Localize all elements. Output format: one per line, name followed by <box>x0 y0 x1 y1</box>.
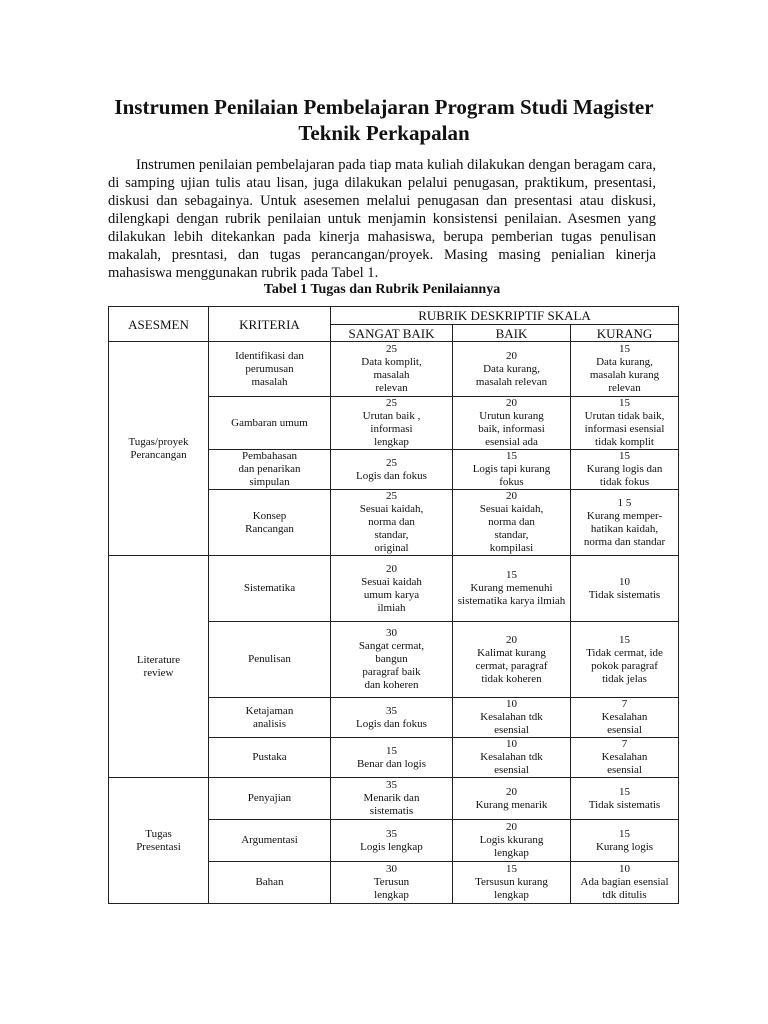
asesmen-cell: Tugas/proyek Perancangan <box>109 342 209 556</box>
kriteria-cell: Pembahasan dan penarikan simpulan <box>209 450 331 490</box>
sangat-baik-description: Logis dan fokus <box>356 469 427 482</box>
table-row <box>109 342 679 397</box>
sangat-baik-description: Benar dan logis <box>356 757 427 770</box>
kurang-description: Tidak sistematis <box>588 588 661 601</box>
kurang-cell <box>571 820 679 862</box>
sangat-baik-score: 25 <box>386 456 397 469</box>
asesmen-cell: Tugas Presentasi <box>109 778 209 904</box>
sangat-baik-description: Logis dan fokus <box>356 717 427 730</box>
kurang-cell <box>571 490 679 556</box>
baik-score: 20 <box>506 785 517 798</box>
kurang-cell <box>571 738 679 778</box>
table-caption: Tabel 1 Tugas dan Rubrik Penilaiannya <box>263 282 501 297</box>
sangat-baik-description: Sesuai kaidah, norma dan standar, original <box>359 503 424 554</box>
sangat-baik-cell <box>331 778 453 820</box>
table-row <box>109 778 679 820</box>
baik-cell <box>453 342 571 397</box>
baik-score: 20 <box>506 349 517 362</box>
kriteria-cell: Identifikasi dan perumusan masalah <box>209 342 331 397</box>
rubric-table <box>108 306 679 904</box>
baik-score: 10 <box>506 698 517 710</box>
baik-score: 10 <box>506 738 517 750</box>
sangat-baik-cell <box>331 397 453 450</box>
header-kurang: KURANG <box>571 325 679 342</box>
sangat-baik-description: Data komplit, masalah relevan <box>361 356 422 394</box>
baik-cell <box>453 778 571 820</box>
baik-score: 20 <box>506 633 517 646</box>
sangat-baik-score: 35 <box>386 827 397 840</box>
kurang-cell <box>571 450 679 490</box>
kurang-description: Kesalahan esensial <box>601 751 648 776</box>
baik-score: 15 <box>506 569 517 581</box>
kriteria-cell: Penulisan <box>209 622 331 698</box>
header-rubrik: RUBRIK DESKRIPTIF SKALA <box>331 307 679 325</box>
sangat-baik-cell <box>331 556 453 622</box>
document-title: Instrumen Penilaian Pembelajaran Program Studi Magister Teknik Perkapalan <box>114 95 654 145</box>
sangat-baik-score: 35 <box>386 704 397 717</box>
kurang-description: Kesalahan esensial <box>601 711 648 736</box>
kurang-score: 15 <box>619 785 631 798</box>
sangat-baik-description: Terusun lengkap <box>373 876 410 901</box>
kriteria-cell: Argumentasi <box>209 820 331 862</box>
kriteria-cell: Ketajaman analisis <box>209 698 331 738</box>
header-baik: BAIK <box>453 325 571 342</box>
kurang-description: Tidak cermat, ide pokok paragraf tidak jelas <box>586 646 663 685</box>
kurang-score: 15 <box>619 633 631 646</box>
sangat-baik-cell <box>331 862 453 904</box>
baik-description: Data kurang, masalah relevan <box>475 362 548 388</box>
kurang-score: 15 <box>619 827 631 840</box>
baik-description: Kesalahan tdk esensial <box>480 711 543 736</box>
kurang-score: 15 <box>619 397 631 409</box>
baik-description: Urutun kurang baik, informasi esensial ada <box>478 410 545 448</box>
kriteria-cell: Pustaka <box>209 738 331 778</box>
kurang-score: 10 <box>619 575 631 588</box>
kriteria-cell: Sistematika <box>209 556 331 622</box>
sangat-baik-cell <box>331 490 453 556</box>
kurang-description: Kurang logis dan tidak fokus <box>586 463 663 488</box>
kurang-description: Ada bagian esensial tdk ditulis <box>580 876 669 901</box>
kurang-description: Kurang logis <box>595 840 654 853</box>
sangat-baik-description: Sesuai kaidah umum karya ilmiah <box>361 575 422 614</box>
baik-cell <box>453 698 571 738</box>
kurang-cell <box>571 397 679 450</box>
baik-description: Sesuai kaidah, norma dan standar, kompilasi <box>479 503 544 554</box>
sangat-baik-cell <box>331 622 453 698</box>
kurang-score: 15 <box>619 343 631 355</box>
baik-score: 15 <box>506 450 517 462</box>
baik-description: Kurang memenuhi sistematika karya ilmiah <box>457 582 566 607</box>
sangat-baik-cell <box>331 450 453 490</box>
sangat-baik-description: Urutan baik , informasi lengkap <box>362 410 421 448</box>
sangat-baik-cell <box>331 820 453 862</box>
kurang-description: Kurang memper- hatikan kaidah, norma dan standar <box>583 509 666 548</box>
kurang-score: 15 <box>619 450 631 462</box>
sangat-baik-score: 25 <box>386 490 397 502</box>
sangat-baik-cell <box>331 342 453 397</box>
baik-description: Kalimat kurang cermat, paragraf tidak koheren <box>475 646 548 685</box>
kurang-cell <box>571 778 679 820</box>
sangat-baik-score: 30 <box>386 627 397 639</box>
table-row <box>109 556 679 622</box>
sangat-baik-description: Sangat cermat, bangun paragraf baik dan koheren <box>358 640 425 691</box>
baik-cell <box>453 862 571 904</box>
kurang-description: Data kurang, masalah kurang relevan <box>589 356 660 394</box>
baik-cell <box>453 556 571 622</box>
kurang-description: Urutan tidak baik, informasi esensial tidak komplit <box>584 410 665 448</box>
kurang-cell <box>571 698 679 738</box>
header-kriteria: KRITERIA <box>209 307 331 342</box>
header-asesmen: ASESMEN <box>109 307 209 342</box>
sangat-baik-score: 15 <box>386 744 397 757</box>
sangat-baik-score: 35 <box>386 779 397 791</box>
kurang-score: 7 <box>621 698 628 710</box>
baik-score: 20 <box>506 397 517 409</box>
sangat-baik-score: 30 <box>386 863 397 875</box>
baik-description: Kurang menarik <box>475 798 548 811</box>
baik-description: Tersusun kurang lengkap <box>475 876 548 901</box>
kriteria-cell: Gambaran umum <box>209 397 331 450</box>
baik-cell <box>453 397 571 450</box>
intro-paragraph: Instrumen penilaian pembelajaran pada tiap mata kuliah dilakukan dengan beragam cara, di samping ujian tulis atau lisan, juga dilakukan pelalui penugasan, praktikum, presentasi, diskusi dan sebagainya. Untuk asesemen melalui penugasan dan presentasi atau diskusi, dilengkapi dengan rubrik penilaian untuk menjamin konsistensi penilaian. Asesmen yang dilakukan lebih ditekankan pada kinerja mahasiswa, berupa pemberian tugas penulisan makalah, presntasi, dan tugas perancangan/proyek. Masing masing penialian kinerja mahasiswa menggunakan rubrik pada Tabel 1. <box>108 157 656 281</box>
baik-cell <box>453 490 571 556</box>
rubric-body <box>109 342 679 904</box>
baik-cell <box>453 738 571 778</box>
kriteria-cell: Penyajian <box>209 778 331 820</box>
kurang-cell <box>571 556 679 622</box>
baik-cell <box>453 622 571 698</box>
baik-cell <box>453 820 571 862</box>
asesmen-cell: Literature review <box>109 556 209 778</box>
baik-description: Logis tapi kurang fokus <box>472 463 551 488</box>
kurang-score: 7 <box>621 738 628 750</box>
baik-score: 15 <box>506 863 517 875</box>
sangat-baik-score: 25 <box>386 397 397 409</box>
sangat-baik-cell <box>331 738 453 778</box>
sangat-baik-score: 20 <box>386 562 397 575</box>
baik-cell <box>453 450 571 490</box>
sangat-baik-description: Logis lengkap <box>360 840 423 853</box>
sangat-baik-cell <box>331 698 453 738</box>
kurang-score: 1 5 <box>617 496 632 509</box>
sangat-baik-description: Menarik dan sistematis <box>363 792 420 817</box>
kurang-cell <box>571 342 679 397</box>
baik-description: Kesalahan tdk esensial <box>480 751 543 776</box>
sangat-baik-score: 25 <box>386 343 397 355</box>
kriteria-cell: Bahan <box>209 862 331 904</box>
header-sangat-baik: SANGAT BAIK <box>331 325 453 342</box>
baik-score: 20 <box>506 490 517 502</box>
kriteria-cell: Konsep Rancangan <box>209 490 331 556</box>
kurang-cell <box>571 862 679 904</box>
kurang-description: Tidak sistematis <box>588 798 661 811</box>
kurang-score: 10 <box>619 863 631 875</box>
baik-score: 20 <box>506 821 517 833</box>
baik-description: Logis kkurang lengkap <box>479 834 544 859</box>
kurang-cell <box>571 622 679 698</box>
